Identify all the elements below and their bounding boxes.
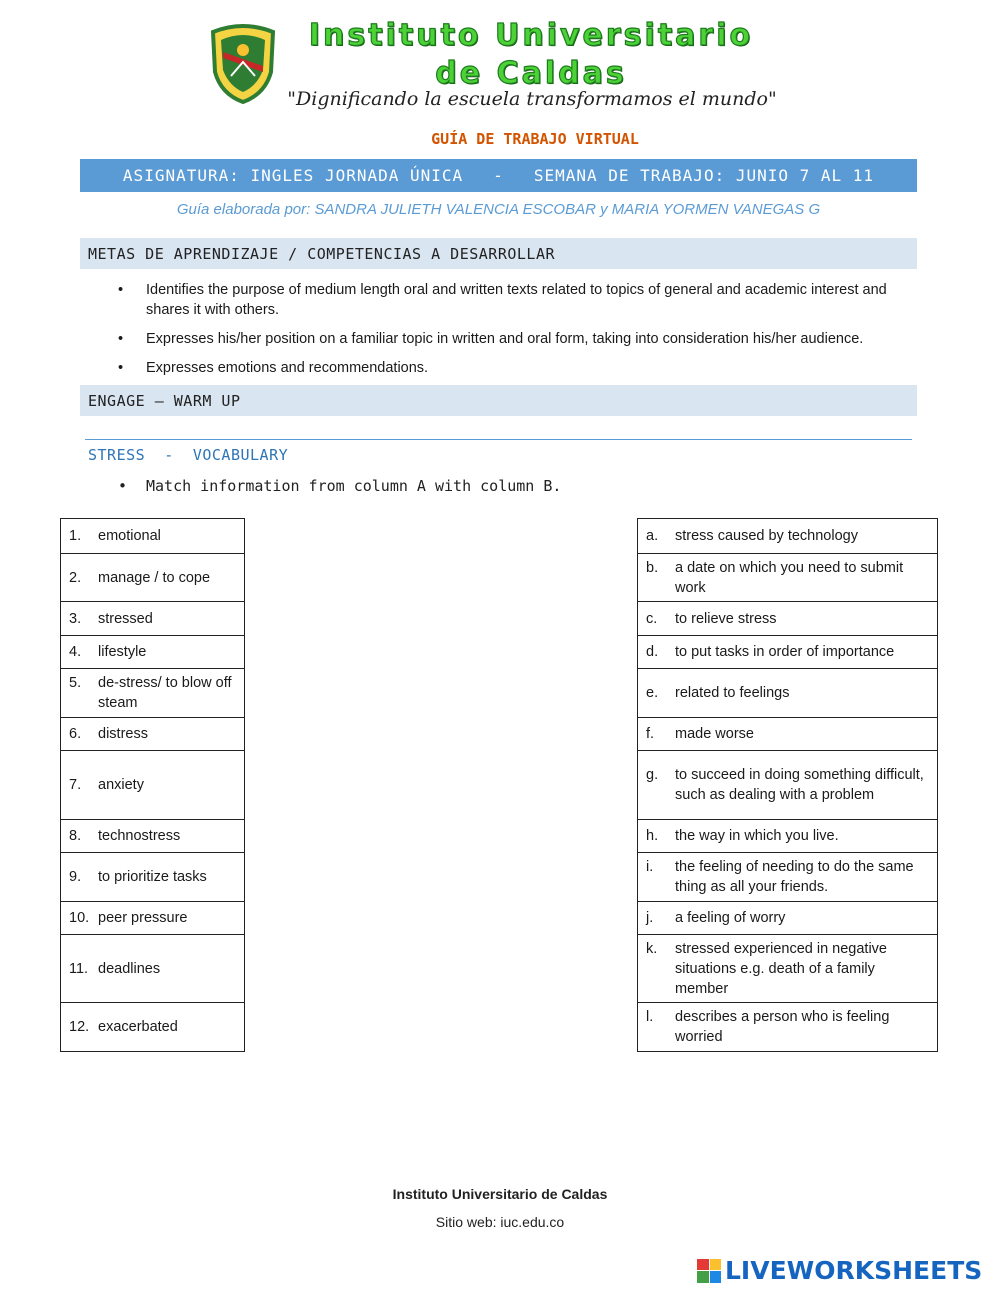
- table-row: i. the feeling of needing to do the same thing as all your friends.: [638, 853, 938, 902]
- table-row: 10. peer pressure: [61, 902, 245, 935]
- table-row: 1. emotional: [61, 519, 245, 554]
- table-row: 8. technostress: [61, 820, 245, 853]
- table-row: 5. de-stress/ to blow off steam: [61, 669, 245, 718]
- liveworksheets-logo-icon: [697, 1259, 721, 1283]
- table-row: 2. manage / to cope: [61, 554, 245, 602]
- instruction-item: • Match information from column A with column B.: [110, 477, 561, 495]
- table-row: 4. lifestyle: [61, 636, 245, 669]
- goal-item: • Expresses emotions and recommendations.: [118, 360, 429, 376]
- liveworksheets-brand[interactable]: [697, 1256, 982, 1285]
- guide-label: GUÍA DE TRABAJO VIRTUAL: [431, 130, 639, 148]
- table-row: 12. exacerbated: [61, 1003, 245, 1052]
- bullet-icon: •: [118, 477, 128, 495]
- table-row: 9. to prioritize tasks: [61, 853, 245, 902]
- authors-line: Guía elaborada por: SANDRA JULIETH VALENCIA ESCOBAR y MARIA YORMEN VANEGAS G: [176, 201, 821, 218]
- school-slogan: "Dignificando la escuela transformamos el mundo": [287, 88, 777, 110]
- column-a-table: [60, 518, 245, 1052]
- table-row: h. the way in which you live.: [638, 820, 938, 853]
- table-row: k. stressed experienced in negative situations e.g. death of a family member: [638, 935, 938, 1003]
- bullet-icon: •: [118, 331, 124, 347]
- table-row: a. stress caused by technology: [638, 519, 938, 554]
- goals-heading: METAS DE APRENDIZAJE / COMPETENCIAS A DESARROLLAR: [80, 238, 917, 269]
- liveworksheets-wordmark: LIVEWORKSHEETS: [725, 1256, 983, 1285]
- school-name-line1: Instituto Universitario: [308, 18, 754, 53]
- goals-list: [110, 280, 910, 387]
- goal-item: • Identifies the purpose of medium length oral and written texts related to topics of general and academic interest and shares it with others.: [118, 282, 887, 318]
- subject-bar: [80, 159, 917, 192]
- school-name-line2: de Caldas: [435, 56, 627, 91]
- table-row: b. a date on which you need to submit work: [638, 554, 938, 602]
- table-row: 7. anxiety: [61, 751, 245, 820]
- section-divider: [85, 439, 912, 440]
- subject-separator: -: [493, 166, 504, 185]
- goal-item: • Expresses his/her position on a familiar topic in written and oral form, taking into consideration his/her audience.: [118, 331, 864, 347]
- table-row: j. a feeling of worry: [638, 902, 938, 935]
- footer-institution: Instituto Universitario de Caldas: [392, 1186, 608, 1202]
- table-row: 3. stressed: [61, 602, 245, 636]
- table-row: e. related to feelings: [638, 669, 938, 718]
- column-b-table: [637, 518, 938, 1052]
- vocabulary-heading: STRESS - VOCABULARY: [88, 446, 289, 464]
- bullet-icon: •: [118, 282, 124, 298]
- engage-heading: ENGAGE – WARM UP: [80, 385, 917, 416]
- table-row: 11. deadlines: [61, 935, 245, 1003]
- subject-text: ASIGNATURA: INGLES JORNADA ÚNICA: [122, 166, 464, 185]
- table-row: g. to succeed in doing something difficult, such as dealing with a problem: [638, 751, 938, 820]
- week-text: SEMANA DE TRABAJO: JUNIO 7 AL 11: [533, 166, 875, 185]
- table-row: c. to relieve stress: [638, 602, 938, 636]
- table-row: 6. distress: [61, 718, 245, 751]
- table-row: l. describes a person who is feeling worried: [638, 1003, 938, 1052]
- table-row: f. made worse: [638, 718, 938, 751]
- bullet-icon: •: [118, 360, 124, 376]
- table-row: d. to put tasks in order of importance: [638, 636, 938, 669]
- footer-website: Sitio web: iuc.edu.co: [435, 1214, 565, 1230]
